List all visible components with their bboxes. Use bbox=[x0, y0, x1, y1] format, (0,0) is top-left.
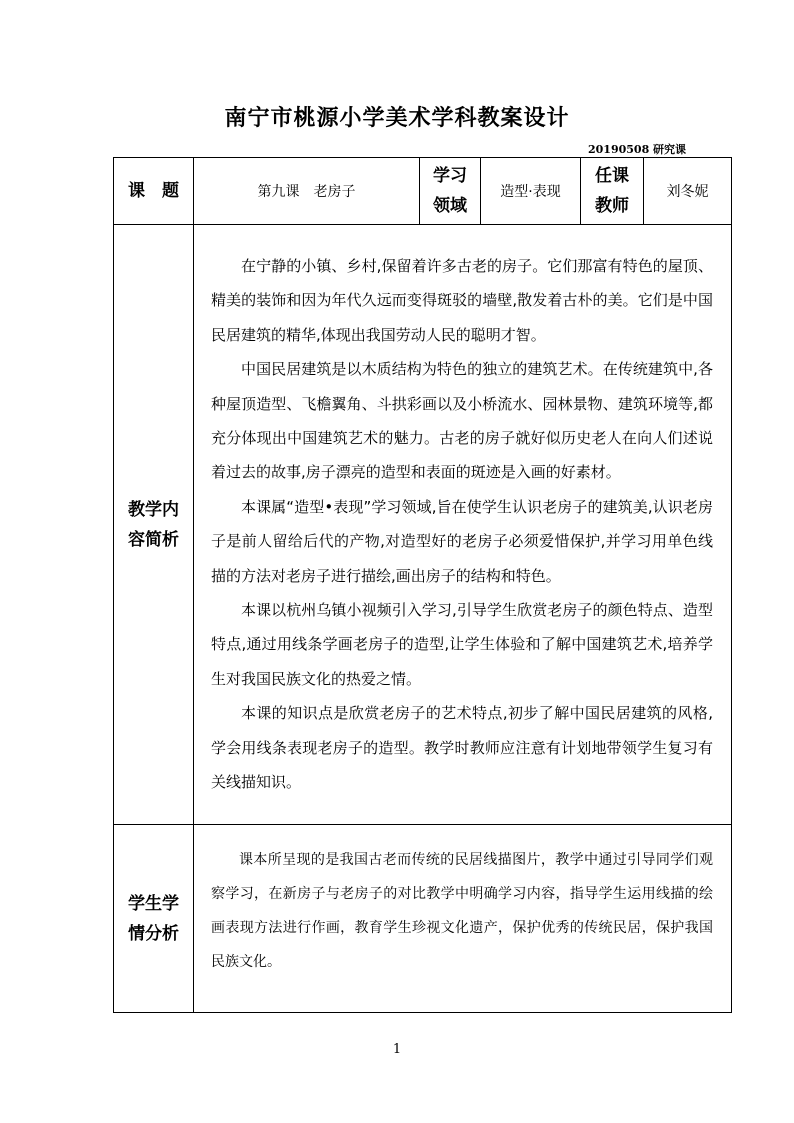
header-row bbox=[114, 158, 732, 225]
page-number: 1 bbox=[392, 1042, 402, 1057]
student-analysis-label-text: 学生学情分析 bbox=[128, 893, 179, 944]
content-analysis-body bbox=[194, 225, 732, 825]
lesson-plan-table bbox=[113, 157, 732, 1013]
area-label-text: 学习领域 bbox=[433, 166, 467, 216]
topic-value: 第九课 老房子 bbox=[194, 158, 420, 225]
content-paragraph: 在宁静的小镇、乡村,保留着许多古老的房子。它们那富有特色的屋顶、精美的装饰和因为年代久远而变得斑驳的墙壁,散发着古朴的美。它们是中国民居建筑的精华,体现出我国劳动人民的聪明才智。 bbox=[211, 257, 713, 344]
content-analysis-label bbox=[114, 225, 194, 825]
content-analysis-row bbox=[114, 225, 732, 825]
area-value: 造型·表现 bbox=[481, 158, 581, 225]
content-paragraph: 本课属“造型•表现”学习领域,旨在使学生认识老房子的建筑美,认识老房子是前人留给后代的产物,对造型好的老房子必须爱惜保护,并学习用单色线描的方法对老房子进行描绘,画出房子的结构和特色。 bbox=[211, 497, 713, 585]
teacher-label bbox=[581, 158, 644, 225]
lesson-type-note: 20190508 研究课 bbox=[588, 143, 687, 156]
content-paragraph: 本课以杭州乌镇小视频引入学习,引导学生欣赏老房子的颜色特点、造型特点,通过用线条学画老房子的造型,让学生体验和了解中国建筑艺术,培养学生对我国民族文化的热爱之情。 bbox=[211, 601, 713, 688]
student-analysis-label bbox=[114, 825, 194, 1013]
content-paragraph: 中国民居建筑是以木质结构为特色的独立的建筑艺术。在传统建筑中,各种屋顶造型、飞檐翼角、斗拱彩画以及小桥流水、园林景物、建筑环境等,都充分体现出中国建筑艺术的魅力。古老的房子就好似历史老人在向人们述说着过去的故事,房子漂亮的造型和表面的斑迹是入画的好素材。 bbox=[211, 360, 713, 482]
student-analysis-body bbox=[194, 825, 732, 1013]
student-analysis-row bbox=[114, 825, 732, 1013]
teacher-value: 刘冬妮 bbox=[644, 158, 732, 225]
content-paragraph: 本课的知识点是欣赏老房子的艺术特点,初步了解中国民居建筑的风格,学会用线条表现老房子的造型。教学时教师应注意有计划地带领学生复习有关线描知识。 bbox=[211, 704, 713, 792]
teacher-label-text: 任课教师 bbox=[595, 166, 629, 216]
content-analysis-label-text: 教学内容简析 bbox=[128, 499, 179, 550]
area-label bbox=[420, 158, 481, 225]
topic-label: 课 题 bbox=[114, 158, 194, 225]
document-title: 南宁市桃源小学美术学科教案设计 bbox=[224, 105, 570, 131]
student-paragraph: 课本所呈现的是我国古老而传统的民居线描图片，教学中通过引导同学们观察学习，在新房子与老房子的对比教学中明确学习内容，指导学生运用线描的绘画表现方法进行作画，教育学生珍视文化遗产，保护优秀的传统民居，保护我国民族文化。 bbox=[211, 852, 713, 970]
